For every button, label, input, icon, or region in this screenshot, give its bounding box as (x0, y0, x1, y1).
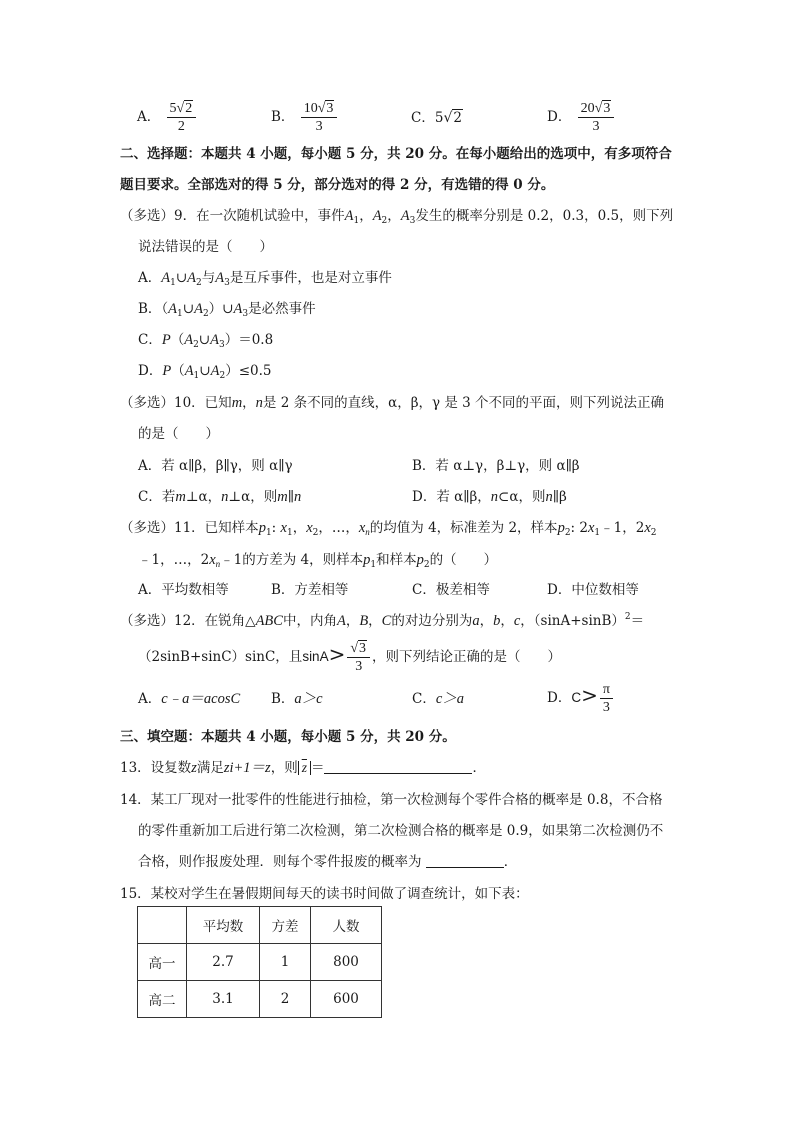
sqrt: √3 (594, 101, 611, 116)
stem-text: ． (503, 854, 518, 870)
coef: 5 (434, 110, 444, 126)
table-cell: 800 (311, 944, 382, 981)
table-cell: 1 (260, 944, 311, 981)
frac-num: π (600, 681, 613, 699)
option-text: ⊥α， (185, 489, 222, 505)
section2-line2: 题目要求。全部选对的得 5 分，部分选对的得 2 分，有选错的得 0 分。 (120, 177, 555, 193)
q13 (120, 758, 486, 778)
q11-stem-line2: ﹣1，…，$2x_n﹣1$的方差为 4，则样本$p_1$和样本$p_2$的（ ） (138, 552, 498, 570)
z-conjugate: $\overline{z}$ (301, 760, 307, 775)
gt-symbol: > (581, 683, 598, 707)
option-text: ∥ (287, 489, 294, 505)
stem-text: 发生的概率分别是 0.2，0.3，0.5，则下列 (415, 208, 674, 224)
q14-line2: 的零件重新加工后进行第二次检测，第二次检测合格的概率是 0.9，如果第二次检测仍不 (138, 823, 664, 839)
q8-option-d (547, 100, 616, 135)
q11-option-b: B．方差相等 (271, 582, 349, 598)
stem-text: 和样本 (376, 552, 417, 568)
option-label: C． (138, 332, 162, 348)
q9-option-b: B．$(A_1\cup A_2)\cup A_3$是必然事件 (138, 301, 316, 319)
option-text: ≤0.5 (238, 363, 272, 379)
stem-text: （多选）11．已知样本 (120, 520, 259, 536)
stem-text: 13．设复数 (120, 760, 192, 776)
table-cell: 高一 (138, 944, 187, 981)
stem-text: （多选）10．已知 (120, 395, 232, 411)
frac-den: 2 (177, 119, 185, 134)
stem-text: ，则下列结论正确的是（ ） (372, 649, 562, 665)
stem-text: ＝ (310, 760, 325, 776)
frac-den: 3 (355, 659, 363, 674)
frac-coef: 10 (303, 101, 318, 116)
option-text: 是必然事件 (248, 301, 316, 317)
option-label: B． (138, 301, 162, 317)
option-text: c﹣a＝acosC (161, 691, 241, 707)
exponent: 2 (624, 612, 631, 622)
gt-symbol: > (328, 642, 346, 666)
stem-text: ，则 (270, 760, 298, 776)
table-header-row (138, 907, 382, 944)
option-text: ∥β (552, 489, 567, 505)
var: z (191, 760, 197, 776)
q9-option-a: A．$A_1\cup A_2$与$A_3$是互斥事件，也是对立事件 (138, 270, 392, 288)
table-row (138, 944, 382, 981)
table-row (138, 981, 382, 1018)
table-header-cell: 平均数 (187, 907, 260, 944)
stem-text: （多选）12．在锐角△ (120, 613, 256, 629)
table-header-cell (138, 907, 187, 944)
sqrt: √2 (176, 101, 193, 116)
option-label: C． (412, 691, 436, 707)
answer-blank[interactable] (426, 853, 504, 868)
table-header-cell: 人数 (311, 907, 382, 944)
stats-table (137, 906, 382, 1018)
q9-stem-line2: 说法错误的是（ ） (138, 239, 273, 255)
table-cell: 2.7 (187, 944, 260, 981)
fraction (347, 640, 370, 675)
fraction (600, 681, 613, 716)
q10-option-d: D．若 α∥β，n⊂α，则n∥β (412, 489, 567, 505)
option-text: ＝0.8 (238, 332, 274, 348)
sin-a: sinA (302, 649, 329, 664)
radicand: 3 (326, 101, 334, 116)
stem-text: 中，内角 (282, 613, 337, 629)
option-text: ⊥α，则 (228, 489, 278, 505)
table-header-cell: 方差 (260, 907, 311, 944)
sqrt: √3 (317, 101, 334, 116)
section2-line1: 二、选择题：本题共 4 小题，每小题 5 分，共 20 分。在每小题给出的选项中，有多项符合 (120, 146, 672, 162)
section3-header: 三、填空题：本题共 4 小题，每小题 5 分，共 20 分。 (120, 729, 456, 745)
q12-option-c (412, 689, 464, 709)
equation: zi+1＝z (223, 760, 271, 776)
option-text: ⊂α，则 (498, 489, 546, 505)
q12-option-d (547, 681, 615, 716)
radicand: 3 (359, 641, 367, 656)
q11-option-c: C．极差相等 (412, 582, 490, 598)
table-cell: 高二 (138, 981, 187, 1018)
option-text: a＞c (294, 691, 323, 707)
stem-text: ＝ (630, 613, 645, 629)
sqrt: √3 (350, 641, 367, 656)
table-cell: 600 (311, 981, 382, 1018)
q8-option-a (137, 100, 198, 135)
stem-text: 合格，则作报废处理．则每个零件报废的概率为 (138, 854, 422, 870)
frac-den: 3 (592, 119, 600, 134)
stem-text: ． (472, 760, 486, 776)
frac-den: 3 (602, 700, 610, 715)
fraction (167, 100, 197, 135)
stem-text: 是 2 条不同的直线，α，β，γ 是 3 个不同的平面，则下列说法正确 (262, 395, 665, 411)
option-text: C．若 (138, 489, 176, 505)
q9-option-c: C．$P(A_2\cup A_3)=0.8$ (138, 332, 274, 350)
option-label: A． (138, 691, 162, 707)
stem-text: （2sinB+sinC）sinC，且 (138, 649, 303, 665)
option-label: B． (271, 691, 295, 707)
q10-option-b: B．若 α⊥γ，β⊥γ，则 α∥β (412, 458, 580, 474)
option-text: c＞a (435, 691, 465, 707)
option-label: D． (547, 109, 572, 125)
q8-option-c (411, 108, 463, 128)
stem-text: 的（ ） (429, 552, 498, 568)
fraction (301, 100, 338, 135)
frac-den: 3 (315, 119, 323, 134)
q9-stem: （多选）9．在一次随机试验中，事件$A_1$，$A_2$，$A_3$发生的概率分别是 0.2，0.3，0.5，则下列 (120, 208, 674, 226)
q12-stem-line2 (138, 640, 561, 675)
option-label: D． (547, 690, 572, 706)
q14-line1: 14．某工厂现对一批零件的性能进行抽检，第一次检测每个零件合格的概率是 0.8，不合格 (120, 792, 663, 808)
q10-stem: （多选）10．已知m，n是 2 条不同的直线，α，β，γ 是 3 个不同的平面，则下列说法正确 (120, 395, 665, 411)
stem-text: 的对边分别为 (391, 613, 473, 629)
q10-stem-line2: 的是（ ） (138, 426, 219, 442)
q15-stem: 15．某校对学生在暑假期间每天的读书时间做了调查统计，如下表： (120, 886, 529, 902)
q12-option-b (271, 689, 323, 709)
fraction (578, 100, 615, 135)
q11-stem: （多选）11．已知样本$p_1$: $x_1$，$x_2$，…，$x_n$的均值为 4，标准差为 2，样本$p_2$: $2x_1﹣1$，$2x_2$ (120, 520, 657, 538)
radicand: 2 (185, 101, 193, 116)
q14-line3 (138, 852, 517, 872)
q10-option-a: A．若 α∥β，β∥γ，则 α∥γ (138, 458, 293, 474)
answer-blank[interactable] (324, 759, 472, 774)
stem-text: ， (242, 395, 256, 411)
option-label: B． (271, 109, 295, 125)
table-cell: 2 (260, 981, 311, 1018)
stem-text: 的方差为 4，则样本 (242, 552, 364, 568)
stem-text: 的均值为 4，标准差为 2，样本 (369, 520, 558, 536)
stem-text: （多选）9．在一次随机试验中，事件 (120, 208, 345, 224)
option-text: 与 (201, 270, 216, 286)
radicand: 2 (453, 110, 462, 126)
sqrt: √2 (443, 110, 462, 126)
frac-coef: 20 (580, 101, 595, 116)
option-label: C． (411, 110, 435, 126)
radicand: 3 (603, 101, 611, 116)
option-text: 是互斥事件，也是对立事件 (229, 270, 392, 286)
option-label: A． (138, 270, 162, 286)
stem-text: 满足 (196, 760, 224, 776)
q12-option-a (138, 689, 240, 709)
option-label: A． (137, 109, 161, 125)
q8-option-b (271, 100, 339, 135)
q11-option-d: D．中位数相等 (547, 582, 639, 598)
q9-option-d: D．$P(A_1\cup A_2)\le 0.5$ (138, 363, 272, 381)
abs-bars (298, 761, 311, 775)
option-label: D． (138, 363, 163, 379)
table-cell: 3.1 (187, 981, 260, 1018)
option-text: C (571, 690, 582, 705)
q12-stem: （多选）12．在锐角△ABC中，内角A，B，C的对边分别为a，b，c，$(\sin A+\sin B)^2=$ (120, 612, 645, 629)
stem-text: （sinA+sinB） (533, 613, 625, 629)
option-text: D．若 α∥β， (412, 489, 491, 505)
q10-option-c: C．若m⊥α，n⊥α，则m∥n (138, 489, 302, 505)
frac-coef: 5 (169, 101, 177, 116)
q11-option-a: A．平均数相等 (138, 582, 229, 598)
